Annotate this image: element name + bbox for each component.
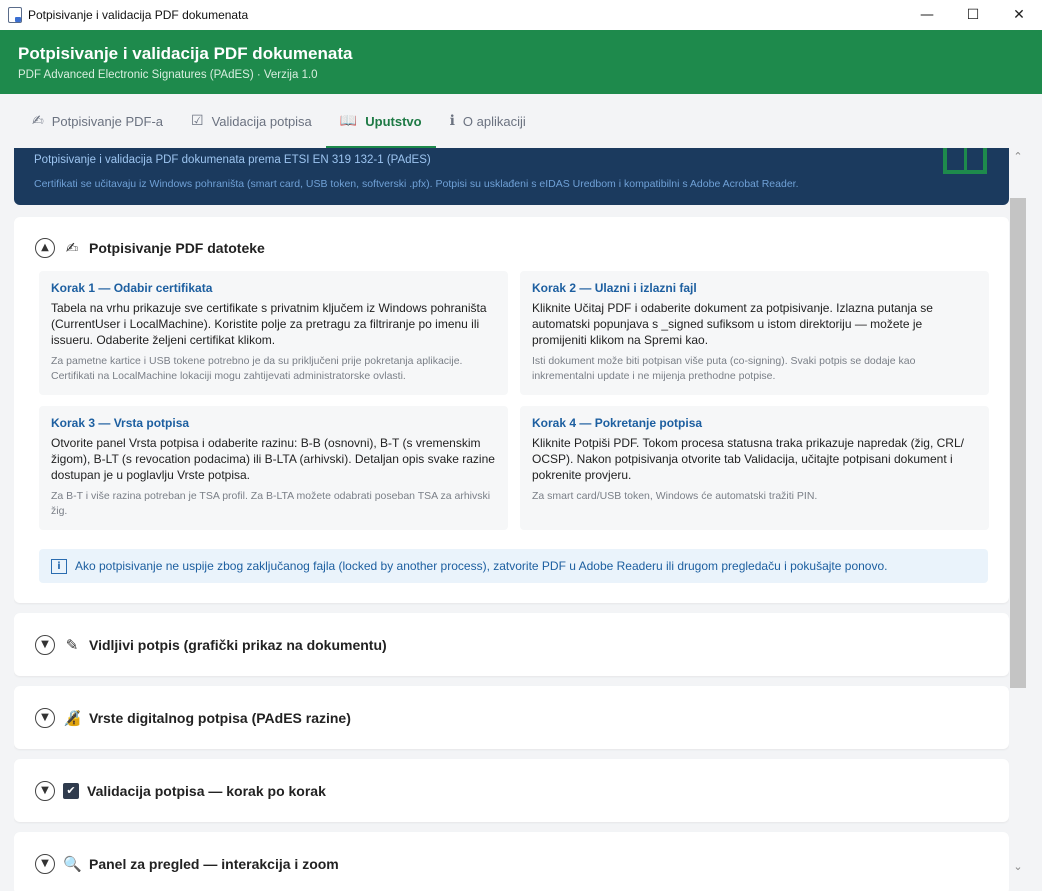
chevron-down-icon[interactable]: ▼: [35, 854, 55, 874]
scroll-up-arrow[interactable]: ⌃: [1013, 150, 1023, 163]
step-title: Korak 3 — Vrsta potpisa: [51, 416, 190, 430]
checkbox-icon: ☑: [191, 113, 204, 129]
app-title: Potpisivanje i validacija PDF dokumenata: [18, 44, 353, 63]
section-title: Validacija potpisa — korak po korak: [87, 782, 326, 799]
step-note: Za pametne kartice i USB tokene potrebno je da su priključeni prije pokretanja aplikacije. Certifikati na LocalMachine lokaciji mogu zahtijevati administratorske ovlasti.: [51, 355, 463, 382]
signing-icon: ✍: [32, 113, 44, 129]
step-card-4: [520, 406, 989, 530]
section-title: Panel za pregled — interakcija i zoom: [89, 855, 339, 872]
tab-label: Uputstvo: [365, 113, 422, 129]
section-panel-pregled[interactable]: [14, 832, 1009, 891]
info-text: Ako potpisivanje ne uspije zbog zaključanog fajla (locked by another process), zatvorite PDF u Adobe Readeru ili drugom pregledaču i pokušajte ponovo.: [75, 559, 888, 573]
chevron-down-icon[interactable]: ▼: [35, 635, 55, 655]
guide-content: [14, 148, 1009, 891]
info-note: [39, 549, 988, 583]
step-note: Za smart card/USB token, Windows će automatski tražiti PIN.: [532, 490, 818, 502]
tab-label: O aplikaciji: [462, 113, 526, 129]
tab-potpisivanje[interactable]: [18, 94, 177, 148]
step-note: Za B-T i više razina potreban je TSA profil. Za B-LTA možete odabrati poseban TSA za arhivski žig.: [51, 490, 491, 517]
pencil-icon: ✎: [65, 635, 79, 654]
chevron-down-icon[interactable]: ▼: [35, 781, 55, 801]
tab-bar: [0, 94, 1042, 148]
tab-validacija[interactable]: [177, 94, 326, 148]
book-icon: 📖: [339, 113, 358, 129]
app-header: [0, 30, 1042, 94]
info-icon: ℹ: [449, 113, 455, 129]
signing-icon: ✍: [65, 239, 79, 257]
section-validacija[interactable]: [14, 759, 1009, 822]
section-title: Vidljivi potpis (grafički prikaz na dokumentu): [89, 636, 387, 653]
info-icon: i: [51, 559, 67, 574]
tab-uputstvo[interactable]: [326, 94, 436, 148]
info-banner: [14, 148, 1009, 205]
tab-label: Potpisivanje PDF-a: [51, 113, 164, 129]
app-subtitle: PDF Advanced Electronic Signatures (PAdES) · Verzija 1.0: [18, 69, 318, 81]
window-titlebar: [0, 0, 1042, 30]
step-card-3: [39, 406, 508, 530]
step-text: Otvorite panel Vrsta potpisa i odaberite razinu: B-B (osnovni), B-T (s vremenskim žigom), B-LT (s revocation podacima) ili B-LTA (arhivski). Detaljan opis svake razine dostupan je u poglavlju Vrste potpisa.: [51, 436, 495, 482]
vertical-scrollbar[interactable]: [1009, 148, 1027, 881]
step-card-1: [39, 271, 508, 395]
section-title: Vrste digitalnog potpisa (PAdES razine): [89, 709, 351, 726]
step-text: Kliknite Potpiši PDF. Tokom procesa statusna traka prikazuje napredak (žig, CRL/ OCSP). Nakon potpisivanja otvorite tab Validacija, učitajte potpisani dokument i pokrenite provjeru.: [532, 436, 964, 482]
step-card-2: [520, 271, 989, 395]
section-header[interactable]: [14, 759, 1009, 822]
step-text: Kliknite Učitaj PDF i odaberite dokument za potpisivanje. Izlazna putanja se automatski popunjava s _signed sufiksom u istom direktoriju — možete je promijeniti klikom na Spremi kao.: [532, 301, 933, 347]
step-title: Korak 4 — Pokretanje potpisa: [532, 416, 703, 430]
book-icon: [943, 148, 987, 174]
section-header[interactable]: [14, 217, 1009, 279]
banner-text: Certifikati se učitavaju iz Windows pohraništa (smart card, USB token, softverski .pfx). Potpisi su usklađeni s eIDAS Uredbom i kompatibilni s Adobe Acrobat Reader.: [34, 178, 799, 190]
tab-label: Validacija potpisa: [211, 113, 312, 129]
window-title: Potpisivanje i validacija PDF dokumenata: [28, 8, 249, 22]
chevron-down-icon[interactable]: ▼: [35, 708, 55, 728]
app-icon: [8, 7, 22, 23]
tab-o-aplikaciji[interactable]: [436, 94, 540, 148]
step-note: Isti dokument može biti potpisan više puta (co-signing). Svaki potpis se dodaje kao inkrementalni update i ne mijenja prethodne potpise.: [532, 355, 916, 382]
scroll-down-arrow[interactable]: ⌄: [1013, 860, 1023, 873]
banner-title: Potpisivanje i validacija PDF dokumenata prema ETSI EN 319 132-1 (PAdES): [34, 154, 431, 166]
scroll-thumb[interactable]: [1010, 198, 1026, 688]
step-text: Tabela na vrhu prikazuje sve certifikate s privatnim ključem iz Windows pohraništa (CurrentUser i LocalMachine). Koristite polje za pretragu za filtriranje po imenu ili issueru. Odaberite željeni certifikat klikom.: [51, 301, 487, 347]
section-vrste-potpisa[interactable]: [14, 686, 1009, 749]
close-button[interactable]: ✕: [1013, 7, 1025, 23]
step-title: Korak 1 — Odabir certifikata: [51, 281, 213, 295]
section-vidljivi-potpis[interactable]: [14, 613, 1009, 676]
section-header[interactable]: [14, 686, 1009, 749]
step-title: Korak 2 — Ulazni i izlazni fajl: [532, 281, 697, 295]
chevron-up-icon[interactable]: ▲: [35, 238, 55, 258]
section-potpisivanje: [14, 217, 1009, 603]
window-controls: [904, 0, 1042, 30]
lock-icon: 🔏: [63, 708, 82, 727]
maximize-button[interactable]: ☐: [966, 7, 980, 23]
checkbox-icon: ✔: [63, 783, 79, 799]
section-header[interactable]: [14, 832, 1009, 891]
section-title: Potpisivanje PDF datoteke: [89, 240, 265, 256]
search-icon: 🔍: [63, 854, 82, 873]
section-header[interactable]: [14, 613, 1009, 676]
minimize-button[interactable]: —: [920, 7, 934, 23]
